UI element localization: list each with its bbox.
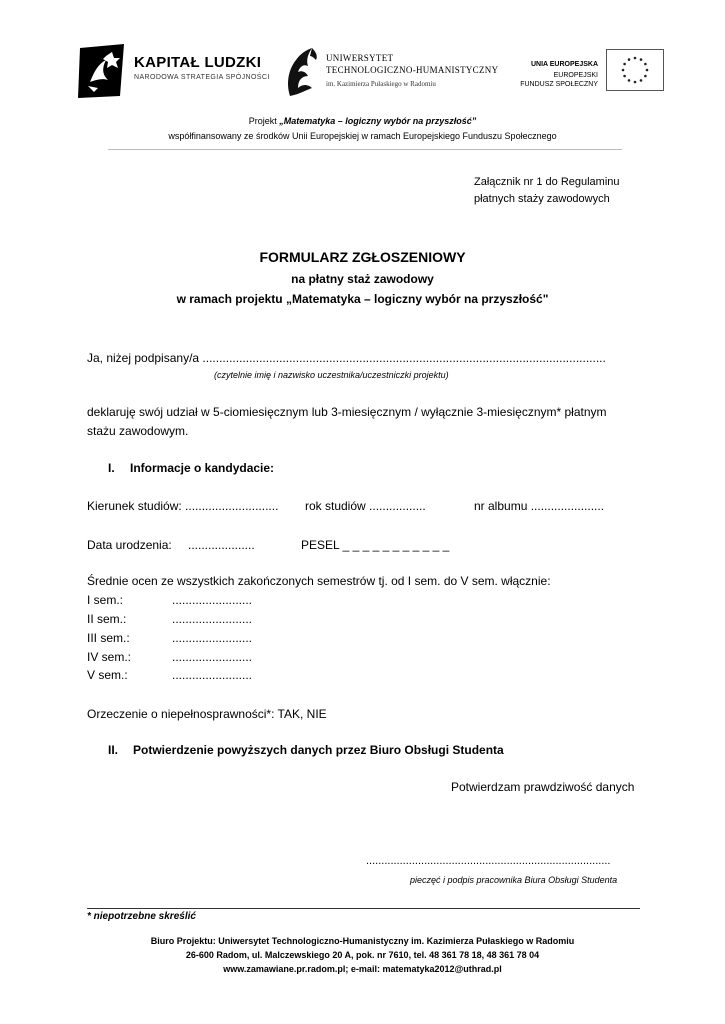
semester-grade-field[interactable]: ........................ xyxy=(172,593,253,607)
semester-label: I sem.: xyxy=(87,593,124,607)
semester-label: III sem.: xyxy=(87,631,130,645)
footnote: * niepotrzebne skreślić xyxy=(87,911,196,922)
uth-name-line1: UNIWERSYTET xyxy=(326,53,394,63)
uth-emblem-icon xyxy=(282,44,322,100)
ue-name: UNIA EUROPEJSKA xyxy=(530,61,598,68)
efs-name-line1: EUROPEJSKI xyxy=(553,72,598,79)
name-field-hint: (czytelnie imię i nazwisko uczestnika/uczestniczki projektu) xyxy=(214,370,449,380)
footer-line1: Biuro Projektu: Uniwersytet Technologiczno-Humanistyczny im. Kazimierza Pułaskiego w Radomiu xyxy=(150,936,575,946)
field-pesel[interactable]: PESEL _ _ _ _ _ _ _ _ _ _ _ xyxy=(301,538,450,552)
signature-field[interactable]: ................................................................................ xyxy=(366,855,611,867)
section1-number: I. xyxy=(108,461,115,475)
form-title: FORMULARZ ZGŁOSZENIOWY xyxy=(259,249,466,265)
field-birth-date[interactable]: .................... xyxy=(188,538,255,552)
disability-field[interactable]: Orzeczenie o niepełnosprawności*: TAK, NIE xyxy=(87,707,327,721)
cofinanced-line: współfinansowany ze środków Unii Europejskiej w ramach Europejskiego Funduszu Społecznego xyxy=(168,131,557,141)
efs-name-line2: FUNDUSZ SPOŁECZNY xyxy=(520,81,598,88)
field-birth-date-label: Data urodzenia: xyxy=(87,538,172,552)
field-album-number[interactable]: nr albumu ...................... xyxy=(474,499,605,513)
confirm-text: Potwierdzam prawdziwość danych xyxy=(451,780,635,794)
semester-label: II sem.: xyxy=(87,612,127,626)
uth-logo xyxy=(282,44,502,100)
footer-line2: 26-600 Radom, ul. Malczewskiego 20 A, pok. nr 7610, tel. 48 361 78 18, 48 361 78 04 xyxy=(185,950,540,960)
footer-line3: www.zamawiane.pr.radom.pl; e-mail: matematyka2012@uthrad.pl xyxy=(223,964,502,974)
footer-divider xyxy=(87,908,640,909)
semester-grade-field[interactable]: ........................ xyxy=(172,631,253,645)
project-name: „Matematyka – logiczny wybór na przyszłość” xyxy=(279,116,477,126)
kapital-ludzki-title: KAPITAŁ LUDZKI xyxy=(134,54,262,71)
semester-grade-field[interactable]: ........................ xyxy=(172,650,253,664)
field-study-year[interactable]: rok studiów ................. xyxy=(305,499,426,513)
semester-grade-field[interactable]: ........................ xyxy=(172,612,253,626)
name-field[interactable]: Ja, niżej podpisany/a ......................................................................................................................... xyxy=(87,351,606,365)
uth-name-line3: im. Kazimierza Pułaskiego w Radomiu xyxy=(326,80,436,88)
eu-flag-icon xyxy=(606,49,664,91)
project-prefix: Projekt xyxy=(248,116,280,126)
declaration-line1: deklaruję swój udział w 5-ciomiesięcznym lub 3-miesięcznym / wyłącznie 3-miesięcznym* płatnym xyxy=(87,405,607,419)
kapital-ludzki-emblem-icon xyxy=(76,42,128,100)
section1-title: Informacje o kandydacie: xyxy=(130,461,275,475)
section2-number: II. xyxy=(108,743,119,757)
annex-line2: płatnych staży zawodowych xyxy=(474,193,610,205)
project-line xyxy=(0,116,725,126)
grades-intro: Średnie ocen ze wszystkich zakończonych semestrów tj. od I sem. do V sem. włącznie: xyxy=(87,574,551,588)
form-subtitle-2: w ramach projektu „Matematyka – logiczny wybór na przyszłość" xyxy=(176,292,549,306)
semester-label: V sem.: xyxy=(87,668,128,682)
form-subtitle-1: na płatny staż zawodowy xyxy=(291,272,434,286)
uth-name-line2: TECHNOLOGICZNO-HUMANISTYCZNY xyxy=(326,65,499,75)
semester-label: IV sem.: xyxy=(87,650,132,664)
field-study-direction[interactable]: Kierunek studiów: ............................ xyxy=(87,499,279,513)
section2-title: Potwierdzenie powyższych danych przez Biuro Obsługi Studenta xyxy=(133,743,504,757)
kapital-ludzki-logo xyxy=(76,42,270,100)
kapital-ludzki-subtitle: NARODOWA STRATEGIA SPÓJNOŚCI xyxy=(134,74,270,81)
signature-hint: pieczęć i podpis pracownika Biura Obsługi Studenta xyxy=(410,875,618,885)
declaration-line2: stażu zawodowym. xyxy=(87,424,189,438)
annex-line1: Załącznik nr 1 do Regulaminu xyxy=(474,176,620,188)
semester-grade-field[interactable]: ........................ xyxy=(172,668,253,682)
header-divider xyxy=(108,149,622,150)
